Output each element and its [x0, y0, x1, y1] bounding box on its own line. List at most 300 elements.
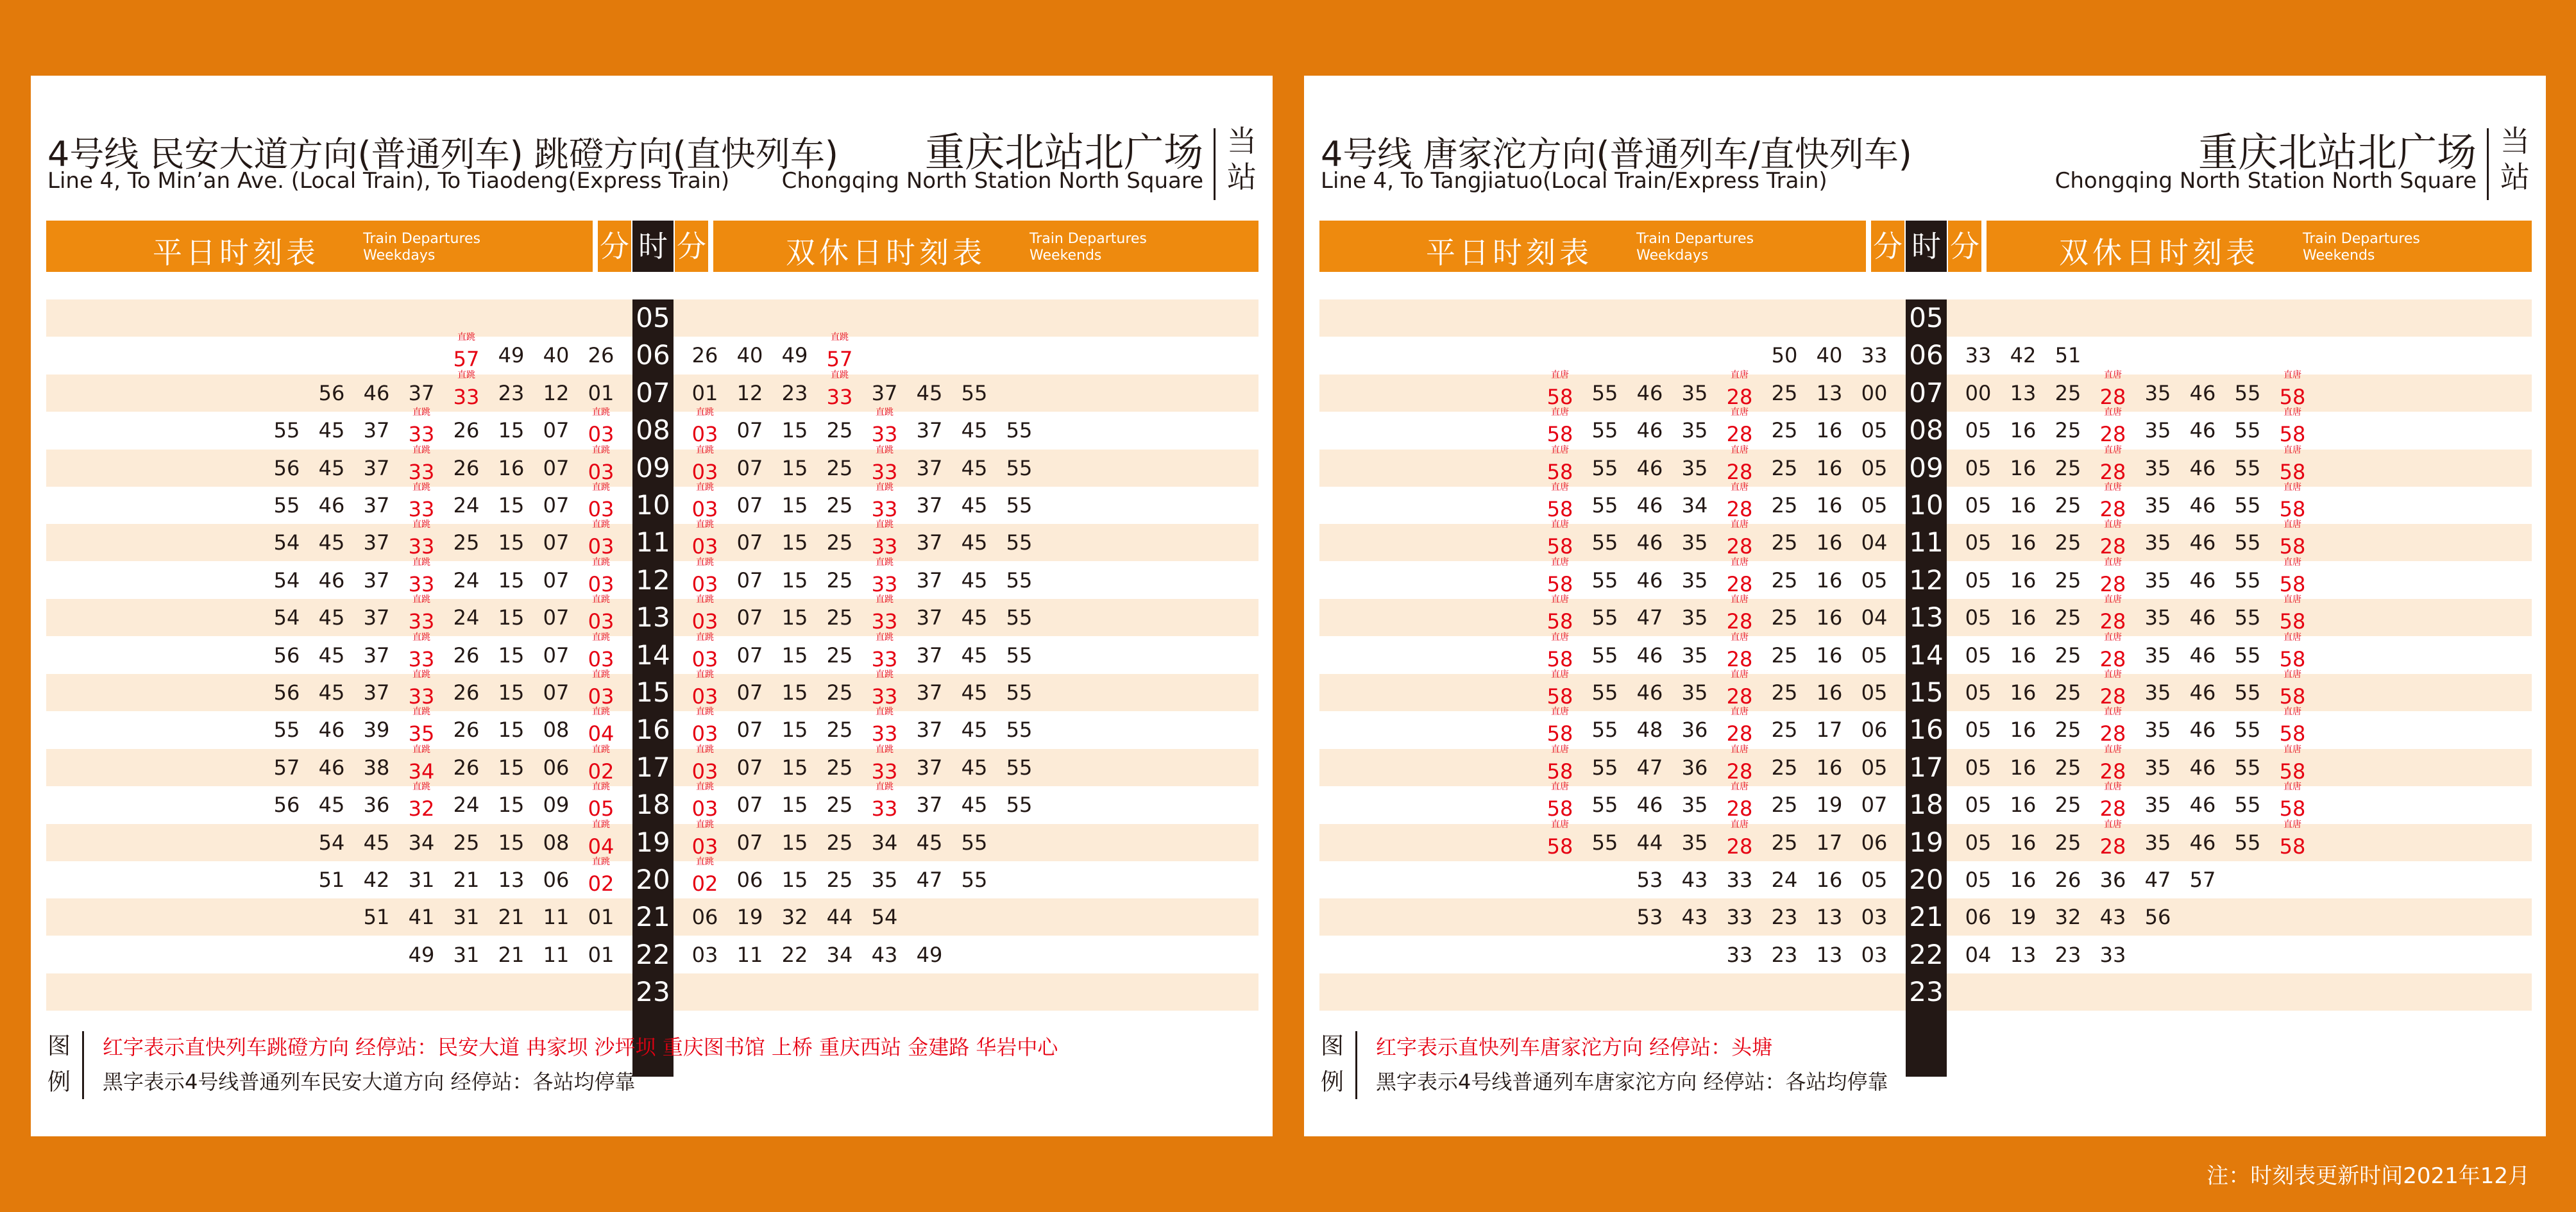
weekend-departure: 15	[781, 568, 808, 593]
weekend-departure: 直跳 03	[682, 450, 727, 487]
weekend-departure: 直跳 57	[817, 337, 862, 374]
weekday-departure: 37	[363, 493, 390, 518]
weekday-departure: 直唐 58	[1538, 749, 1582, 786]
weekday-header-en: Train Departures Weekdays	[363, 231, 481, 264]
express-tag: 直跳	[457, 332, 475, 343]
weekend-departure: 19	[2010, 905, 2037, 930]
weekend-departure: 45	[961, 493, 988, 518]
weekday-departure: 直唐 28	[1717, 375, 1762, 412]
weekday-departure: 01	[588, 905, 614, 930]
weekend-departure: 05	[1965, 418, 1992, 443]
weekend-departure: 34	[871, 830, 898, 855]
weekday-departure: 33	[1726, 942, 1753, 967]
weekday-departure: 05	[1861, 680, 1888, 705]
weekday-departure: 直跳 33	[399, 412, 444, 449]
weekend-departure: 05	[1965, 718, 1992, 743]
weekday-departure: 37	[363, 568, 390, 593]
express-tag: 直跳	[876, 594, 894, 605]
hour-cell: 18	[1909, 789, 1944, 821]
weekday-departure: 35	[1681, 830, 1708, 855]
weekend-departure: 45	[961, 455, 988, 480]
weekend-departure: 06	[736, 868, 763, 892]
weekday-departure: 47	[1636, 605, 1663, 630]
weekday-header-en: Train Departures Weekdays	[1636, 231, 1754, 264]
weekday-departure: 25	[453, 830, 480, 855]
weekend-departure: 16	[2010, 455, 2037, 480]
weekday-departure: 直跳 03	[579, 674, 623, 711]
weekend-departure: 直唐 58	[2270, 599, 2315, 636]
express-tag: 直跳	[696, 857, 714, 867]
title-divider	[1214, 128, 1216, 200]
weekend-departure: 07	[736, 680, 763, 705]
weekday-departure: 直唐 58	[1538, 637, 1582, 674]
weekend-departure: 07	[736, 568, 763, 593]
hour-cell: 19	[1909, 826, 1944, 858]
weekday-header	[1319, 221, 1866, 272]
weekend-departure: 05	[1965, 643, 1992, 668]
weekday-departure: 55	[1591, 643, 1618, 668]
express-tag: 直唐	[2284, 632, 2301, 643]
weekday-departure: 15	[498, 530, 525, 555]
weekday-departure: 05	[1861, 643, 1888, 668]
weekend-departure: 16	[2010, 530, 2037, 555]
weekday-departure: 25	[1771, 493, 1798, 518]
weekday-departure: 31	[453, 942, 480, 967]
weekday-departure: 15	[498, 755, 525, 780]
weekday-departure: 35	[1681, 568, 1708, 593]
weekend-departure: 25	[826, 830, 853, 855]
weekday-departure: 直唐 28	[1717, 450, 1762, 487]
weekend-departure: 15	[781, 680, 808, 705]
weekday-departure: 46	[318, 568, 345, 593]
weekend-departure: 43	[2099, 905, 2126, 930]
weekend-departure: 直跳 33	[862, 711, 907, 748]
weekday-header	[46, 221, 593, 272]
express-tag: 直跳	[876, 444, 894, 455]
weekend-departure: 46	[2189, 380, 2216, 405]
weekday-departure: 16	[1816, 605, 1843, 630]
weekend-departure: 直跳 33	[862, 562, 907, 599]
weekend-departure: 25	[2055, 568, 2081, 593]
express-tag: 直唐	[1551, 557, 1569, 568]
weekend-departure: 直跳 03	[682, 824, 727, 861]
hour-cell: 07	[1909, 376, 1944, 408]
weekday-departure: 直跳 34	[399, 749, 444, 786]
hour-cell: 19	[636, 826, 670, 858]
weekday-departure: 45	[318, 418, 345, 443]
weekday-departure: 24	[453, 493, 480, 518]
express-tag: 直唐	[1731, 782, 1749, 793]
weekend-departure: 23	[781, 380, 808, 405]
weekday-departure: 16	[1816, 755, 1843, 780]
weekday-departure: 06	[543, 868, 570, 892]
weekend-departure: 15	[781, 455, 808, 480]
weekday-departure: 45	[318, 605, 345, 630]
weekend-departure: 25	[2055, 830, 2081, 855]
weekend-departure: 15	[781, 718, 808, 743]
weekend-departure: 直跳 03	[682, 637, 727, 674]
weekday-departure: 直跳 33	[399, 637, 444, 674]
weekday-departure: 55	[273, 493, 300, 518]
weekday-departure: 47	[1636, 755, 1663, 780]
hour-cell: 11	[636, 526, 670, 559]
weekend-departure: 25	[826, 418, 853, 443]
weekend-departure: 直跳 33	[862, 786, 907, 823]
weekend-departure: 19	[736, 905, 763, 930]
weekday-departure: 55	[1591, 455, 1618, 480]
weekday-departure: 直唐 28	[1717, 824, 1762, 861]
weekend-departure: 25	[2055, 380, 2081, 405]
hour-cell: 16	[1909, 714, 1944, 746]
weekday-departure: 07	[543, 568, 570, 593]
legend-label: 图例	[47, 1033, 71, 1095]
weekday-departure: 直跳 57	[444, 337, 489, 374]
legend-express: 红字表示直快列车唐家沱方向 经停站：头塘	[1376, 1035, 1773, 1059]
weekend-departure: 05	[1965, 680, 1992, 705]
express-tag: 直跳	[696, 707, 714, 718]
express-tag: 直唐	[1551, 519, 1569, 530]
express-tag: 直唐	[1551, 594, 1569, 605]
express-tag: 直唐	[2104, 557, 2122, 568]
weekend-departure: 55	[2234, 643, 2261, 668]
weekend-departure: 44	[826, 905, 853, 930]
weekend-departure: 45	[916, 380, 943, 405]
weekday-departure: 45	[318, 530, 345, 555]
express-tag: 直跳	[876, 407, 894, 418]
weekday-departure: 21	[453, 868, 480, 892]
weekday-departure: 直跳 03	[579, 450, 623, 487]
weekend-departure: 15	[781, 830, 808, 855]
weekday-departure: 07	[543, 493, 570, 518]
express-tag: 直唐	[1731, 819, 1749, 830]
weekday-departure: 直唐 28	[1717, 487, 1762, 524]
legend-express: 红字表示直快列车跳磴方向 经停站：民安大道 冉家坝 沙坪坝 重庆图书馆 上桥 重庆西站 金建路 华岩中心	[103, 1035, 1058, 1059]
weekday-departure: 35	[1681, 418, 1708, 443]
weekday-departure: 00	[1861, 380, 1888, 405]
weekend-departure: 57	[2189, 868, 2216, 892]
weekday-departure: 35	[1681, 455, 1708, 480]
express-tag: 直唐	[2284, 444, 2301, 455]
express-tag: 直唐	[1731, 669, 1749, 680]
weekday-departure: 直跳 03	[579, 599, 623, 636]
weekend-departure: 25	[826, 530, 853, 555]
hour-cell: 22	[636, 938, 670, 970]
express-tag: 直跳	[592, 707, 610, 718]
express-tag: 直唐	[2284, 557, 2301, 568]
weekday-departure: 21	[498, 905, 525, 930]
weekday-departure: 43	[1681, 868, 1708, 892]
weekday-departure: 直跳 33	[399, 524, 444, 561]
weekend-departure: 07	[736, 605, 763, 630]
minute-label-weekend: 分	[1948, 221, 1981, 272]
weekday-departure: 15	[498, 830, 525, 855]
hour-cell: 22	[1909, 938, 1944, 970]
weekend-departure: 直跳 03	[682, 749, 727, 786]
weekend-departure: 直唐 28	[2090, 599, 2135, 636]
express-tag: 直唐	[2284, 744, 2301, 755]
weekend-departure: 37	[916, 793, 943, 818]
express-tag: 直跳	[876, 669, 894, 680]
express-tag: 直跳	[831, 369, 849, 380]
express-tag: 直唐	[2284, 407, 2301, 418]
weekend-departure: 直跳 33	[862, 749, 907, 786]
weekend-departure: 直跳 03	[682, 487, 727, 524]
weekend-departure: 37	[871, 380, 898, 405]
weekday-departure: 37	[363, 455, 390, 480]
weekend-departure: 16	[2010, 568, 2037, 593]
weekend-departure: 25	[2055, 718, 2081, 743]
express-tag: 直唐	[2104, 594, 2122, 605]
weekend-departure: 37	[916, 643, 943, 668]
weekday-departure: 13	[1816, 380, 1843, 405]
express-tag: 直跳	[592, 819, 610, 830]
weekend-departure: 直跳 03	[682, 711, 727, 748]
express-tag: 直唐	[2104, 444, 2122, 455]
weekday-departure: 05	[1861, 493, 1888, 518]
weekend-departure: 15	[781, 418, 808, 443]
express-tag: 直唐	[1731, 707, 1749, 718]
weekend-departure: 22	[781, 942, 808, 967]
weekday-departure: 15	[498, 643, 525, 668]
weekday-departure: 33	[1861, 343, 1888, 368]
weekday-departure: 08	[543, 830, 570, 855]
weekday-header-cn: 平日时刻表	[1426, 235, 1593, 270]
weekend-departure: 55	[1006, 605, 1033, 630]
weekday-departure: 直跳 32	[399, 786, 444, 823]
weekend-departure: 直唐 58	[2270, 824, 2315, 861]
weekday-departure: 06	[543, 755, 570, 780]
express-tag: 直跳	[696, 744, 714, 755]
weekday-departure: 46	[1636, 680, 1663, 705]
weekend-departure: 25	[826, 493, 853, 518]
weekend-departure: 46	[2189, 718, 2216, 743]
weekend-departure: 16	[2010, 643, 2037, 668]
weekday-departure: 46	[1636, 493, 1663, 518]
weekday-departure: 55	[1591, 530, 1618, 555]
weekend-departure: 55	[1006, 793, 1033, 818]
weekend-departure: 46	[2189, 493, 2216, 518]
weekday-departure: 35	[1681, 793, 1708, 818]
weekend-departure: 37	[916, 418, 943, 443]
weekend-header	[713, 221, 1258, 272]
weekend-departure: 55	[2234, 568, 2261, 593]
weekday-departure: 直跳 03	[579, 412, 623, 449]
express-tag: 直唐	[2104, 669, 2122, 680]
weekend-departure: 05	[1965, 755, 1992, 780]
weekend-departure: 25	[826, 793, 853, 818]
weekend-departure: 直跳 33	[862, 524, 907, 561]
weekday-departure: 直唐 58	[1538, 824, 1582, 861]
hour-cell: 14	[636, 639, 670, 671]
weekend-departure: 33	[2099, 942, 2126, 967]
weekend-departure: 25	[826, 568, 853, 593]
weekday-departure: 19	[1816, 793, 1843, 818]
express-tag: 直唐	[2104, 407, 2122, 418]
weekend-departure: 46	[2189, 793, 2216, 818]
hour-cell: 23	[1909, 976, 1944, 1008]
weekend-departure: 47	[2144, 868, 2171, 892]
weekend-departure: 直跳 03	[682, 524, 727, 561]
weekday-departure: 57	[273, 755, 300, 780]
weekday-departure: 15	[498, 605, 525, 630]
hour-cell: 21	[636, 901, 670, 933]
weekend-departure: 直跳 03	[682, 599, 727, 636]
weekday-departure: 直跳 02	[579, 749, 623, 786]
weekend-departure: 55	[1006, 568, 1033, 593]
weekday-departure: 15	[498, 680, 525, 705]
weekend-departure: 16	[2010, 868, 2037, 892]
weekend-departure: 16	[2010, 493, 2037, 518]
weekday-departure: 26	[453, 418, 480, 443]
weekday-departure: 25	[1771, 568, 1798, 593]
weekday-departure: 34	[1681, 493, 1708, 518]
station-name-en: Chongqing North Station North Square	[781, 168, 1203, 194]
weekday-departure: 37	[363, 643, 390, 668]
weekend-departure: 35	[2144, 793, 2171, 818]
weekday-departure: 33	[1726, 868, 1753, 892]
weekday-departure: 07	[543, 605, 570, 630]
weekday-departure: 直唐 58	[1538, 487, 1582, 524]
express-tag: 直唐	[2104, 744, 2122, 755]
express-tag: 直唐	[2104, 819, 2122, 830]
hour-cell: 09	[1909, 451, 1944, 484]
weekday-departure: 直跳 33	[399, 450, 444, 487]
weekday-departure: 46	[1636, 568, 1663, 593]
weekend-departure: 直唐 58	[2270, 711, 2315, 748]
weekday-departure: 05	[1861, 568, 1888, 593]
weekday-departure: 46	[1636, 530, 1663, 555]
weekend-departure: 55	[1006, 680, 1033, 705]
legend-divider	[1355, 1031, 1357, 1099]
hour-cell: 13	[636, 602, 670, 634]
weekday-departure: 49	[408, 942, 435, 967]
weekday-departure: 55	[1591, 605, 1618, 630]
weekday-departure: 56	[273, 643, 300, 668]
weekday-departure: 直唐 58	[1538, 674, 1582, 711]
weekday-departure: 37	[363, 530, 390, 555]
weekend-departure: 25	[826, 718, 853, 743]
express-tag: 直唐	[2284, 819, 2301, 830]
title-divider	[2487, 128, 2489, 200]
weekday-departure: 直唐 58	[1538, 711, 1582, 748]
express-tag: 直唐	[1731, 369, 1749, 380]
hour-cell: 15	[1909, 677, 1944, 708]
weekday-departure: 直唐 28	[1717, 674, 1762, 711]
weekend-departure: 15	[781, 493, 808, 518]
weekend-departure: 直跳 33	[862, 487, 907, 524]
weekend-departure: 35	[871, 868, 898, 892]
weekday-departure: 11	[543, 942, 570, 967]
station-name-cn: 重庆北站北广场	[2198, 129, 2477, 176]
express-tag: 直跳	[412, 594, 430, 605]
weekend-departure: 07	[736, 793, 763, 818]
weekday-departure: 06	[1861, 718, 1888, 743]
hour-cell: 05	[1909, 302, 1944, 333]
line-title-en: Line 4, To Tangjiatuo(Local Train/Express Train)	[1321, 168, 1827, 194]
weekday-departure: 直唐 58	[1538, 562, 1582, 599]
weekday-departure: 07	[543, 643, 570, 668]
weekday-departure: 直跳 04	[579, 711, 623, 748]
hour-label: 时	[1906, 221, 1947, 272]
express-tag: 直唐	[1731, 632, 1749, 643]
weekday-departure: 13	[498, 868, 525, 892]
weekend-departure: 16	[2010, 418, 2037, 443]
weekend-departure: 16	[2010, 718, 2037, 743]
weekday-departure: 直跳 03	[579, 524, 623, 561]
weekend-departure: 13	[2010, 380, 2037, 405]
express-tag: 直跳	[592, 482, 610, 492]
weekend-departure: 13	[2010, 942, 2037, 967]
weekday-departure: 08	[543, 718, 570, 743]
weekday-departure: 24	[453, 568, 480, 593]
weekend-departure: 15	[781, 793, 808, 818]
weekday-departure: 直唐 58	[1538, 599, 1582, 636]
weekday-departure: 直唐 28	[1717, 786, 1762, 823]
weekend-departure: 直唐 28	[2090, 562, 2135, 599]
station-name-en: Chongqing North Station North Square	[2055, 168, 2477, 194]
line-title-en: Line 4, To Min’an Ave. (Local Train), To Tiaodeng(Express Train)	[47, 168, 730, 194]
weekday-departure: 54	[318, 830, 345, 855]
weekday-departure: 48	[1636, 718, 1663, 743]
weekend-departure: 45	[961, 755, 988, 780]
weekday-departure: 40	[543, 343, 570, 368]
weekday-departure: 55	[1591, 680, 1618, 705]
express-tag: 直跳	[592, 519, 610, 530]
weekday-departure: 25	[1771, 530, 1798, 555]
express-tag: 直唐	[2104, 782, 2122, 793]
hour-cell: 20	[1909, 864, 1944, 895]
weekday-departure: 16	[1816, 418, 1843, 443]
weekday-departure: 49	[498, 343, 525, 368]
weekday-departure: 直唐 28	[1717, 749, 1762, 786]
hour-cell: 17	[1909, 751, 1944, 783]
express-tag: 直跳	[696, 594, 714, 605]
weekday-departure: 直跳 35	[399, 711, 444, 748]
weekend-departure: 07	[736, 643, 763, 668]
weekday-departure: 55	[1591, 793, 1618, 818]
hour-cell: 06	[1909, 339, 1944, 371]
express-tag: 直跳	[592, 444, 610, 455]
weekend-departure: 06	[1965, 905, 1992, 930]
weekday-departure: 直唐 58	[1538, 786, 1582, 823]
weekday-departure: 54	[273, 530, 300, 555]
weekend-departure: 25	[826, 605, 853, 630]
weekend-departure: 55	[1006, 530, 1033, 555]
weekend-departure: 16	[2010, 680, 2037, 705]
weekday-departure: 直跳 05	[579, 786, 623, 823]
hour-cell: 21	[1909, 901, 1944, 933]
weekend-departure: 25	[2055, 605, 2081, 630]
weekend-departure: 直唐 28	[2090, 412, 2135, 449]
weekend-departure: 25	[2055, 680, 2081, 705]
weekday-departure: 03	[1861, 942, 1888, 967]
weekday-departure: 46	[1636, 793, 1663, 818]
weekend-departure: 37	[916, 530, 943, 555]
weekday-departure: 31	[453, 905, 480, 930]
hour-cell: 12	[1909, 564, 1944, 596]
weekday-departure: 40	[1816, 343, 1843, 368]
minute-label-weekday: 分	[1871, 221, 1904, 272]
weekend-departure: 35	[2144, 718, 2171, 743]
weekend-departure: 55	[2234, 680, 2261, 705]
weekend-departure: 46	[2189, 568, 2216, 593]
weekday-departure: 25	[1771, 830, 1798, 855]
weekday-departure: 16	[498, 455, 525, 480]
weekend-departure: 42	[2010, 343, 2037, 368]
weekday-departure: 23	[498, 380, 525, 405]
weekend-departure: 直唐 58	[2270, 562, 2315, 599]
express-tag: 直唐	[1551, 444, 1569, 455]
